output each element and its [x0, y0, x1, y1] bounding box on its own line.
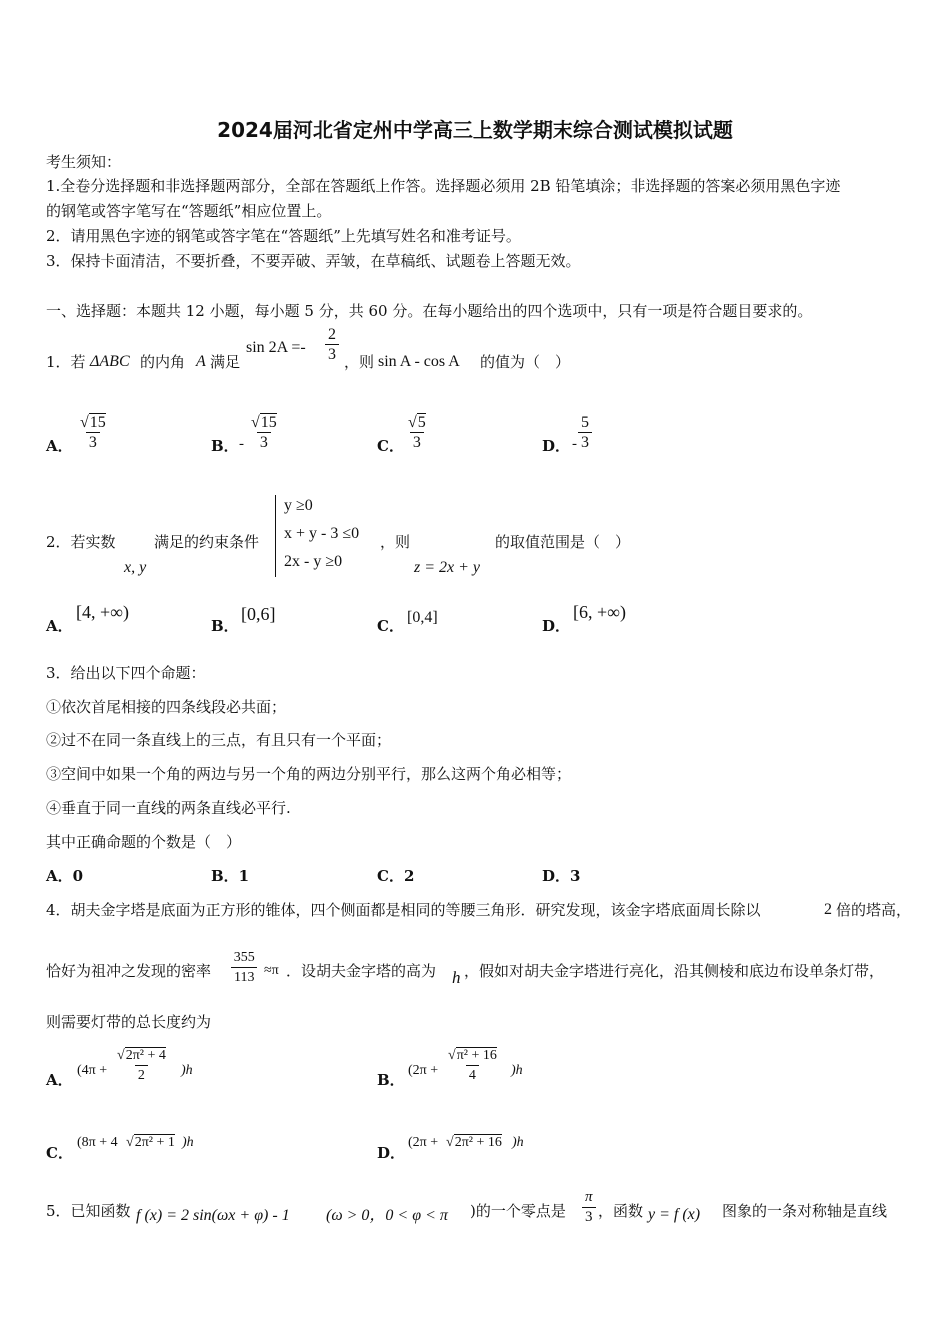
constraint-1: y ≥0	[284, 497, 313, 514]
q1-option-b-label: B．	[211, 437, 239, 455]
q3-option-a: A．0	[46, 867, 84, 885]
q4-two: 2	[824, 901, 832, 918]
q4-approx: ≈π	[264, 963, 279, 978]
q4-line-2c: ，假如对胡夫金字塔进行亮化，沿其侧棱和底边布设单条灯带，	[464, 962, 885, 980]
q5-condition: (ω > 0，0 < φ < π	[326, 1207, 448, 1224]
radicand: 15	[260, 414, 277, 431]
q1-condition-lhs: sin 2A =-	[246, 339, 306, 356]
q4-line-1a: 4．胡夫金字塔是底面为正方形的锥体，四个侧面都是相同的等腰三角形．研究发现，该金字塔底面周长除以	[46, 901, 761, 919]
q1-option-d-value	[578, 413, 592, 452]
numerator: 2	[328, 326, 336, 343]
q3-statement-3: ③空间中如果一个角的两边与另一个角的两边分别平行，那么这两个角必相等；	[46, 765, 572, 783]
q1-option-b-sign: -	[239, 436, 244, 452]
q4-ratio-fraction	[231, 948, 257, 987]
q4-option-a-fraction	[115, 1046, 168, 1085]
q4-line-3: 则需要灯带的总长度约为	[46, 1013, 212, 1031]
q5-function: f (x) = 2 sin(ωx + φ) - 1	[136, 1207, 290, 1224]
q1-text-3: 满足	[210, 353, 241, 371]
q4-option-c-pre: (8π + 4	[77, 1135, 118, 1150]
denominator: 3	[582, 1207, 596, 1227]
q2-option-d-value: [6, +∞)	[573, 602, 626, 622]
denominator: 3	[86, 432, 100, 452]
radicand: 2π² + 16	[454, 1135, 502, 1150]
q1-option-a-value	[78, 413, 108, 452]
q5-graph-function: y = f (x)	[648, 1206, 701, 1223]
radicand: 2π² + 4	[125, 1048, 166, 1063]
q3-option-b: B．1	[211, 867, 250, 885]
q1-expression: sin A - cos A	[378, 353, 460, 370]
q2-option-d-label: D．	[542, 617, 571, 635]
sqrt-sign: √	[80, 414, 89, 431]
q3-statement-2: ②过不在同一条直线上的三点，有且只有一个平面；	[46, 731, 392, 749]
q1-text-2: 的内角	[140, 353, 186, 371]
q5-zero-fraction	[582, 1188, 596, 1227]
numerator: π	[584, 1189, 593, 1205]
sqrt-sign: √	[251, 414, 260, 431]
q5-text-4: 图象的一条对称轴是直线	[722, 1202, 888, 1220]
q4-option-b-label: B．	[377, 1071, 405, 1089]
numerator: 5	[581, 414, 589, 431]
sqrt-sign: √	[126, 1135, 134, 1150]
q4-option-c-sqrt	[126, 1133, 175, 1153]
q2-option-b-label: B．	[211, 617, 239, 635]
q4-option-c-label: C．	[46, 1144, 73, 1162]
q3-statement-4: ④垂直于同一直线的两条直线必平行.	[46, 799, 291, 817]
denominator: 3	[410, 432, 424, 452]
q2-objective: z = 2x + y	[414, 559, 481, 576]
q4-option-c-post: )h	[182, 1135, 194, 1150]
q4-option-a-post: )h	[181, 1063, 193, 1078]
sqrt-sign: √	[446, 1135, 454, 1150]
q2-option-c-label: C．	[377, 617, 404, 635]
page-title: 2024届河北省定州中学高三上数学期末综合测试模拟试题	[217, 118, 733, 142]
denominator: 2	[135, 1065, 148, 1085]
q5-text-3: ，函数	[598, 1202, 644, 1220]
section-heading: 一、选择题：本题共 12 小题，每小题 5 分，共 60 分。在每小题给出的四个选项中，只有一项是符合题目要求的。	[46, 302, 813, 320]
notice-line-3: 3．保持卡面清洁，不要折叠，不要弄破、弄皱，在草稿纸、试题卷上答题无效。	[46, 252, 581, 270]
q1-option-a-label: A．	[46, 437, 73, 455]
constraint-2: x + y - 3 ≤0	[284, 525, 360, 542]
radicand: 15	[89, 414, 106, 431]
sqrt-sign: √	[448, 1048, 456, 1063]
q1-condition-fraction	[325, 325, 339, 364]
radicand: 5	[417, 414, 426, 431]
q3-option-c: C．2	[377, 867, 415, 885]
q3-option-d: D．3	[542, 867, 581, 885]
q4-option-a-pre: (4π +	[77, 1063, 108, 1078]
q4-option-d-pre: (2π +	[408, 1135, 439, 1150]
constraint-brace	[275, 495, 282, 577]
q4-line-1b: 倍的塔高，	[836, 901, 912, 919]
q2-text-2: 满足的约束条件	[154, 533, 260, 551]
q3-stem: 3．给出以下四个命题：	[46, 664, 206, 682]
numerator: 355	[233, 950, 255, 965]
q4-option-b-fraction	[446, 1046, 499, 1085]
radicand: π² + 16	[456, 1048, 497, 1063]
denominator: 3	[325, 344, 339, 364]
constraint-3: 2x - y ≥0	[284, 553, 343, 570]
q5-text-2: )的一个零点是	[470, 1202, 566, 1220]
q2-variables: x, y	[124, 559, 147, 576]
q2-option-c-value: [0,4]	[407, 609, 438, 626]
q2-option-b-value: [0,6]	[241, 604, 276, 624]
q2-label: 2．若实数	[46, 533, 116, 551]
q4-option-a-label: A．	[46, 1071, 73, 1089]
q2-option-a-label: A．	[46, 617, 73, 635]
radicand: 2π² + 1	[134, 1135, 175, 1150]
notice-line-1b: 的钢笔或答字笔写在“答题纸”相应位置上。	[46, 202, 332, 220]
q4-option-d-post: )h	[512, 1135, 524, 1150]
notice-line-1a: 1.全卷分选择题和非选择题两部分，全部在答题纸上作答。选择题必须用 2B 铅笔填涂；非选择题的答案必须用黑色字迹	[46, 177, 841, 195]
q4-option-b-pre: (2π +	[408, 1063, 439, 1078]
q2-text-4: 的取值范围是（ ）	[495, 533, 631, 551]
constraint-system	[284, 492, 359, 576]
q1-option-c-value	[406, 413, 428, 452]
q2-option-a-value: [4, +∞)	[76, 602, 129, 622]
denominator: 3	[578, 432, 592, 452]
notice-heading: 考生须知：	[46, 153, 122, 171]
notice-line-2: 2．请用黑色字迹的钢笔或答字笔在“答题纸”上先填写姓名和准考证号。	[46, 227, 521, 245]
q1-label: 1．若	[46, 353, 86, 371]
q4-line-2a: 恰好为祖冲之发现的密率	[46, 962, 212, 980]
sqrt-sign: √	[117, 1048, 125, 1063]
q1-option-b-value	[249, 413, 279, 452]
q1-triangle: ΔABC	[90, 353, 130, 370]
denominator: 3	[257, 432, 271, 452]
q3-question: 其中正确命题的个数是（ ）	[46, 833, 242, 851]
q1-text-5: 的值为（ ）	[480, 353, 571, 371]
q4-option-d-label: D．	[377, 1144, 406, 1162]
q4-option-b-post: )h	[511, 1063, 523, 1078]
denominator: 4	[466, 1065, 479, 1085]
q4-line-2b: ．设胡夫金字塔的高为	[286, 962, 437, 980]
q4-option-d-sqrt	[446, 1133, 502, 1153]
q5-label: 5．已知函数	[46, 1202, 131, 1220]
q1-option-d-sign: -	[572, 436, 577, 452]
denominator: 113	[231, 967, 257, 987]
q1-option-c-label: C．	[377, 437, 404, 455]
q3-statement-1: ①依次首尾相接的四条线段必共面；	[46, 698, 287, 716]
q1-text-4: ，则	[344, 353, 375, 371]
q1-option-d-label: D．	[542, 437, 571, 455]
q4-height-var: h	[452, 968, 461, 987]
q2-text-3: ，则	[380, 533, 411, 551]
sqrt-sign: √	[408, 414, 417, 431]
q1-angle: A	[196, 353, 206, 370]
